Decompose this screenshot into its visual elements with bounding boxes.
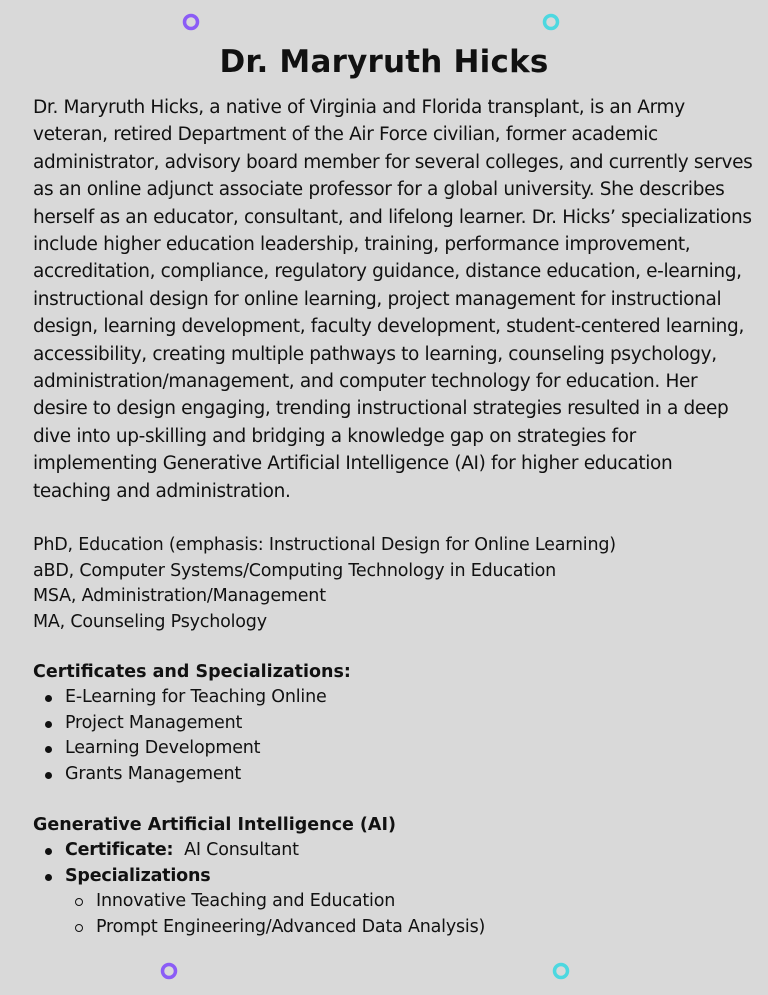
degree-item: MSA, Administration/Management <box>33 586 326 606</box>
bio-paragraph: Dr. Maryruth Hicks, a native of Virginia and Florida transplant, is an Army veteran, retired Department of the Air Force civilian, former academic administrator, advisory board member for several colleges, and currently serves as an online adjunct associate professor for a global university. She describes herself as an educator, consultant, and lifelong learner. Dr. Hicks’ specializations include higher education leadership, training, performance improvement, accreditation, compliance, regulatory guidance, distance education, e-learning, instructional design for online learning, project management for instructional design, learning development, faculty development, student-centered learning, accessibility, creating multiple pathways to learning, counseling psychology, administration/management, and computer technology for education. Her desire to design engaging, trending instructional strategies resulted in a deep dive into up-skilling and bridging a knowledge gap on strategies for implementing Generative Artificial Intelligence (AI) for higher education teaching and administration. <box>33 97 753 502</box>
top-divider <box>182 13 560 31</box>
list-item <box>33 864 299 890</box>
page-title: Dr. Maryruth Hicks <box>219 44 549 80</box>
certificates-list <box>33 685 327 787</box>
list-item <box>33 762 327 788</box>
specializations-label: Specializations <box>65 865 211 886</box>
bullet-icon <box>45 772 52 779</box>
list-item-label: Project Management <box>65 712 243 733</box>
bottom-divider <box>160 962 570 980</box>
degree-item: PhD, Education (emphasis: Instructional Design for Online Learning) <box>33 535 616 555</box>
list-item <box>33 889 485 915</box>
degree-item: MA, Counseling Psychology <box>33 611 267 632</box>
circle-bullet-icon <box>75 924 83 932</box>
bullet-icon <box>45 695 52 702</box>
degree-item: aBD, Computer Systems/Computing Technology in Education <box>33 560 557 581</box>
list-item-label: E-Learning for Teaching Online <box>65 687 327 707</box>
ai-heading: Generative Artificial Intelligence (AI) <box>33 815 396 835</box>
certificate-value: AI Consultant <box>184 840 299 860</box>
certificate-label: Certificate: <box>65 840 174 860</box>
list-item <box>33 685 327 711</box>
list-item-label: Prompt Engineering/Advanced Data Analysis) <box>96 916 486 937</box>
list-item <box>33 711 327 737</box>
list-item-label: Grants Management <box>65 763 241 784</box>
list-item-label: Learning Development <box>65 738 261 758</box>
certificates-heading: Certificates and Specializations: <box>33 662 351 682</box>
degrees-list <box>33 533 616 635</box>
circle-bullet-icon <box>75 898 83 906</box>
list-item-label: Innovative Teaching and Education <box>96 891 396 911</box>
list-item <box>33 838 299 864</box>
bullet-icon <box>45 848 52 855</box>
bullet-icon <box>45 721 52 728</box>
list-item <box>33 736 327 762</box>
ai-specializations-list <box>33 889 485 940</box>
bullet-icon <box>45 746 52 753</box>
ai-list <box>33 838 299 889</box>
bullet-icon <box>45 874 52 881</box>
list-item <box>33 915 485 941</box>
